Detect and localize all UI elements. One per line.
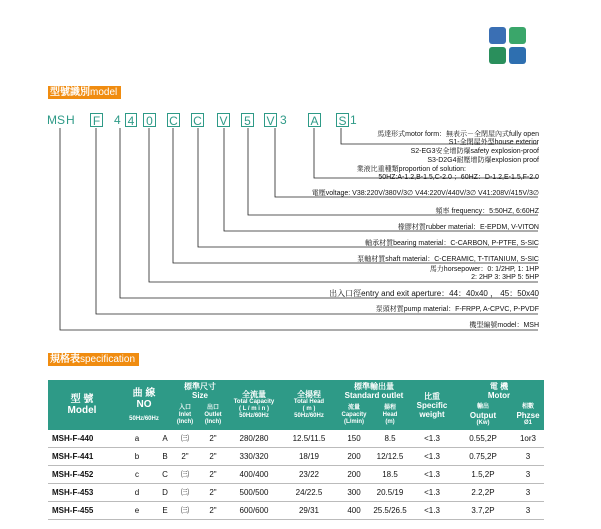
spec-section-title	[48, 353, 139, 366]
header-phase	[512, 402, 544, 430]
cell-std-capacity: 200	[338, 448, 370, 466]
code-box-motor-form: S	[336, 113, 349, 127]
cell-model: MSH-F-441	[48, 448, 116, 466]
cell-head: 29/31	[280, 502, 338, 520]
cell-curve-50: a	[116, 430, 158, 448]
header-scap-unit: (L/min)	[344, 419, 364, 426]
code-box-bearing: C	[191, 113, 204, 127]
label-frequency: 頻率 frequency：5:50HZ, 6:60HZ	[435, 208, 539, 215]
cell-weight: <1.3	[410, 466, 454, 484]
code-char: H	[66, 113, 75, 127]
spec-title-cn: 規格表	[50, 354, 80, 365]
header-head	[280, 380, 338, 430]
label-horsepower-values: 2: 2HP 3: 3HP 5: 5HP	[471, 274, 539, 281]
header-curve	[116, 380, 172, 430]
cell-output: 0.55,2P	[454, 430, 512, 448]
cell-phase: 3	[512, 484, 544, 502]
cell-capacity: 330/320	[228, 448, 280, 466]
cell-phase: 3	[512, 466, 544, 484]
cell-curve-50: e	[116, 502, 158, 520]
cell-std-capacity: 300	[338, 484, 370, 502]
cell-weight: <1.3	[410, 502, 454, 520]
code-char: M	[47, 113, 57, 127]
header-out-cn: 輸出	[476, 404, 489, 411]
header-motor-en: Motor	[487, 390, 511, 400]
cell-output: 0.75,2P	[454, 448, 512, 466]
header-std-capacity	[338, 402, 370, 430]
header-motor	[454, 380, 544, 402]
header-curve-sub: 50Hz/60Hz	[129, 415, 159, 422]
cell-curve-50: c	[116, 466, 158, 484]
cell-outlet: 2"	[198, 466, 228, 484]
code-char: 3	[280, 113, 287, 127]
cell-phase: 3	[512, 448, 544, 466]
label-bearing: 軸承材質bearing material：C-CARBON, P-PTFE, S-SIC	[365, 240, 539, 247]
header-std-head	[370, 402, 410, 430]
header-shead-unit: (m)	[385, 419, 395, 426]
header-size-en: Size	[191, 390, 208, 400]
cell-capacity: 500/500	[228, 484, 280, 502]
header-curve-cn: 曲 線	[132, 387, 156, 399]
header-motor-cn: 電 機	[489, 381, 509, 391]
code-char: 1	[350, 113, 357, 127]
cell-model: MSH-F-453	[48, 484, 116, 502]
header-head-unit: ( m )	[302, 406, 316, 412]
cell-weight: <1.3	[410, 430, 454, 448]
cell-curve-60: B	[158, 448, 172, 466]
label-horsepower: 馬力horsepower：0: 1/2HP, 1: 1HP	[429, 266, 539, 273]
label-proportion-values: 50HZ:A-1.2,B-1.5,C-2.0 ；60HZ：D-1.2,E-1.5,F-2.0	[378, 174, 539, 181]
code-box-pump-material: F	[90, 113, 103, 127]
cell-head: 24/22.5	[280, 484, 338, 502]
cell-capacity: 400/400	[228, 466, 280, 484]
table-header-row	[48, 380, 544, 402]
cell-std-head: 8.5	[370, 430, 410, 448]
header-cap-en: Total Capacity	[233, 399, 275, 405]
label-shaft: 泵軸材質shaft material：C-CERAMIC, T-TITANIUM, S-SIC	[357, 256, 539, 263]
label-model: 機型編號model：MSH	[469, 322, 539, 329]
cell-output: 1.5,2P	[454, 466, 512, 484]
table-row	[48, 430, 544, 448]
cell-inlet: ㈢	[172, 466, 198, 484]
cell-curve-60: C	[158, 466, 172, 484]
cell-inlet: ㈢	[172, 484, 198, 502]
header-head-sub: 50Hz/60Hz	[294, 413, 324, 419]
header-model-cn: 型 號	[70, 394, 94, 405]
cell-phase: 3	[512, 502, 544, 520]
header-outlet-unit: (Inch)	[204, 419, 222, 426]
header-standard-outlet	[338, 380, 410, 402]
header-weight-en: Specific weight	[416, 400, 448, 419]
header-scap-en: Capacity	[341, 412, 367, 419]
header-phase-unit: Ø1	[523, 420, 532, 427]
code-char: S	[57, 113, 66, 127]
header-capacity	[228, 380, 280, 430]
header-out-en: Output	[469, 411, 497, 421]
code-box-rubber: V	[217, 113, 230, 127]
table-row	[48, 448, 544, 466]
cell-output: 3.7,2P	[454, 502, 512, 520]
cell-outlet: 2"	[198, 502, 228, 520]
header-cap-unit: ( L / m i n )	[239, 406, 269, 412]
label-motor-s3: S3-D2G4耐壓增防爆explosion proof	[427, 157, 539, 164]
label-motor-form: 馬達形式motor form：無表示－全閉屋內式fully open	[377, 131, 539, 138]
table-row	[48, 466, 544, 484]
cell-curve-60: E	[158, 502, 172, 520]
header-inlet-unit: (Inch)	[176, 419, 194, 426]
cell-curve-50: d	[116, 484, 158, 502]
cell-outlet: 2"	[198, 430, 228, 448]
label-motor-s2: S2-EG3安全增防爆safety explosion-proof	[410, 148, 539, 155]
cell-weight: <1.3	[410, 484, 454, 502]
label-pump-material: 泵頭材質pump material：F-FRPP, A-CPVC, P-PVDF	[375, 306, 539, 313]
code-box-shaft: C	[167, 113, 180, 127]
header-inlet	[172, 402, 198, 430]
header-phase-en: Phzse	[516, 411, 540, 421]
spec-table	[48, 380, 544, 520]
cell-outlet: 2"	[198, 484, 228, 502]
cell-capacity: 280/280	[228, 430, 280, 448]
cell-head: 12.5/11.5	[280, 430, 338, 448]
cell-inlet: ㈢	[172, 430, 198, 448]
cell-head: 18/19	[280, 448, 338, 466]
header-size	[172, 380, 228, 402]
header-weight-cn: 比重	[424, 391, 440, 401]
label-voltage: 電壓voltage: V38:220V/380V/3∅ V44:220V/440V/3∅ V41:208V/415V/3∅	[311, 190, 539, 197]
header-curve-en: NO	[136, 398, 152, 410]
model-title-en: model	[90, 87, 118, 98]
cell-inlet: 2"	[172, 448, 198, 466]
header-model-en: Model	[67, 405, 97, 416]
cell-curve-60: D	[158, 484, 172, 502]
cell-std-head: 12/12.5	[370, 448, 410, 466]
header-outlet	[198, 402, 228, 430]
header-cap-sub: 50Hz/60Hz	[239, 413, 269, 419]
header-inlet-en: Inlet	[178, 412, 192, 419]
cell-capacity: 600/600	[228, 502, 280, 520]
cell-outlet: 2"	[198, 448, 228, 466]
code-box-aperture: 4	[125, 113, 137, 127]
header-inlet-cn: 入口	[178, 405, 191, 412]
header-phase-cn: 相數	[521, 404, 534, 411]
code-box-proportion: A	[308, 113, 321, 127]
cell-std-head: 25.5/26.5	[370, 502, 410, 520]
code-box-frequency: 5	[241, 113, 254, 127]
label-rubber: 橡膠材質rubber material：E-EPDM, V-VITON	[397, 224, 539, 231]
cell-std-capacity: 200	[338, 466, 370, 484]
cell-curve-50: b	[116, 448, 158, 466]
cell-std-head: 18.5	[370, 466, 410, 484]
cell-inlet: ㈢	[172, 502, 198, 520]
cell-weight: <1.3	[410, 448, 454, 466]
cell-model: MSH-F-455	[48, 502, 116, 520]
header-cap-cn: 全流量	[242, 390, 266, 399]
cell-std-head: 20.5/19	[370, 484, 410, 502]
cell-std-capacity: 150	[338, 430, 370, 448]
cell-std-capacity: 400	[338, 502, 370, 520]
header-outlet-cn: 出口	[206, 405, 219, 412]
header-outlet-en: Outlet	[204, 412, 222, 419]
table-row	[48, 484, 544, 502]
header-scap-cn: 流量	[347, 405, 360, 412]
model-title-cn: 型號識別	[50, 87, 90, 98]
code-char: 4	[114, 113, 121, 127]
label-proportion: 業液比重種類proportion of solution:	[356, 166, 466, 173]
header-weight	[410, 380, 454, 430]
header-shead-cn: 揚程	[383, 405, 396, 412]
cell-model: MSH-F-452	[48, 466, 116, 484]
header-shead-en: Head	[382, 412, 398, 419]
code-box-horsepower: 0	[143, 113, 156, 127]
header-out-unit: (Kw)	[476, 420, 490, 427]
cell-output: 2.2,2P	[454, 484, 512, 502]
header-std-cn: 標準輸出量	[354, 381, 394, 391]
header-std-en: Standard outlet	[344, 390, 404, 400]
cell-curve-60: A	[158, 430, 172, 448]
header-output	[454, 402, 512, 430]
spec-title-en: specification	[80, 354, 136, 365]
header-head-en: Total Head	[293, 399, 325, 405]
cell-head: 23/22	[280, 466, 338, 484]
label-motor-s1: S1-全閉屋外型house exterior	[448, 139, 539, 146]
cell-phase: 1or3	[512, 430, 544, 448]
cell-model: MSH-F-440	[48, 430, 116, 448]
label-aperture: 出入口徑entry and exit aperture：44：40x40 ， 45：50x40	[329, 289, 539, 298]
code-box-voltage: V	[264, 113, 277, 127]
header-size-cn: 標準尺寸	[184, 381, 216, 391]
header-model	[48, 380, 116, 430]
table-row	[48, 502, 544, 520]
header-head-cn: 全揚程	[297, 390, 321, 399]
